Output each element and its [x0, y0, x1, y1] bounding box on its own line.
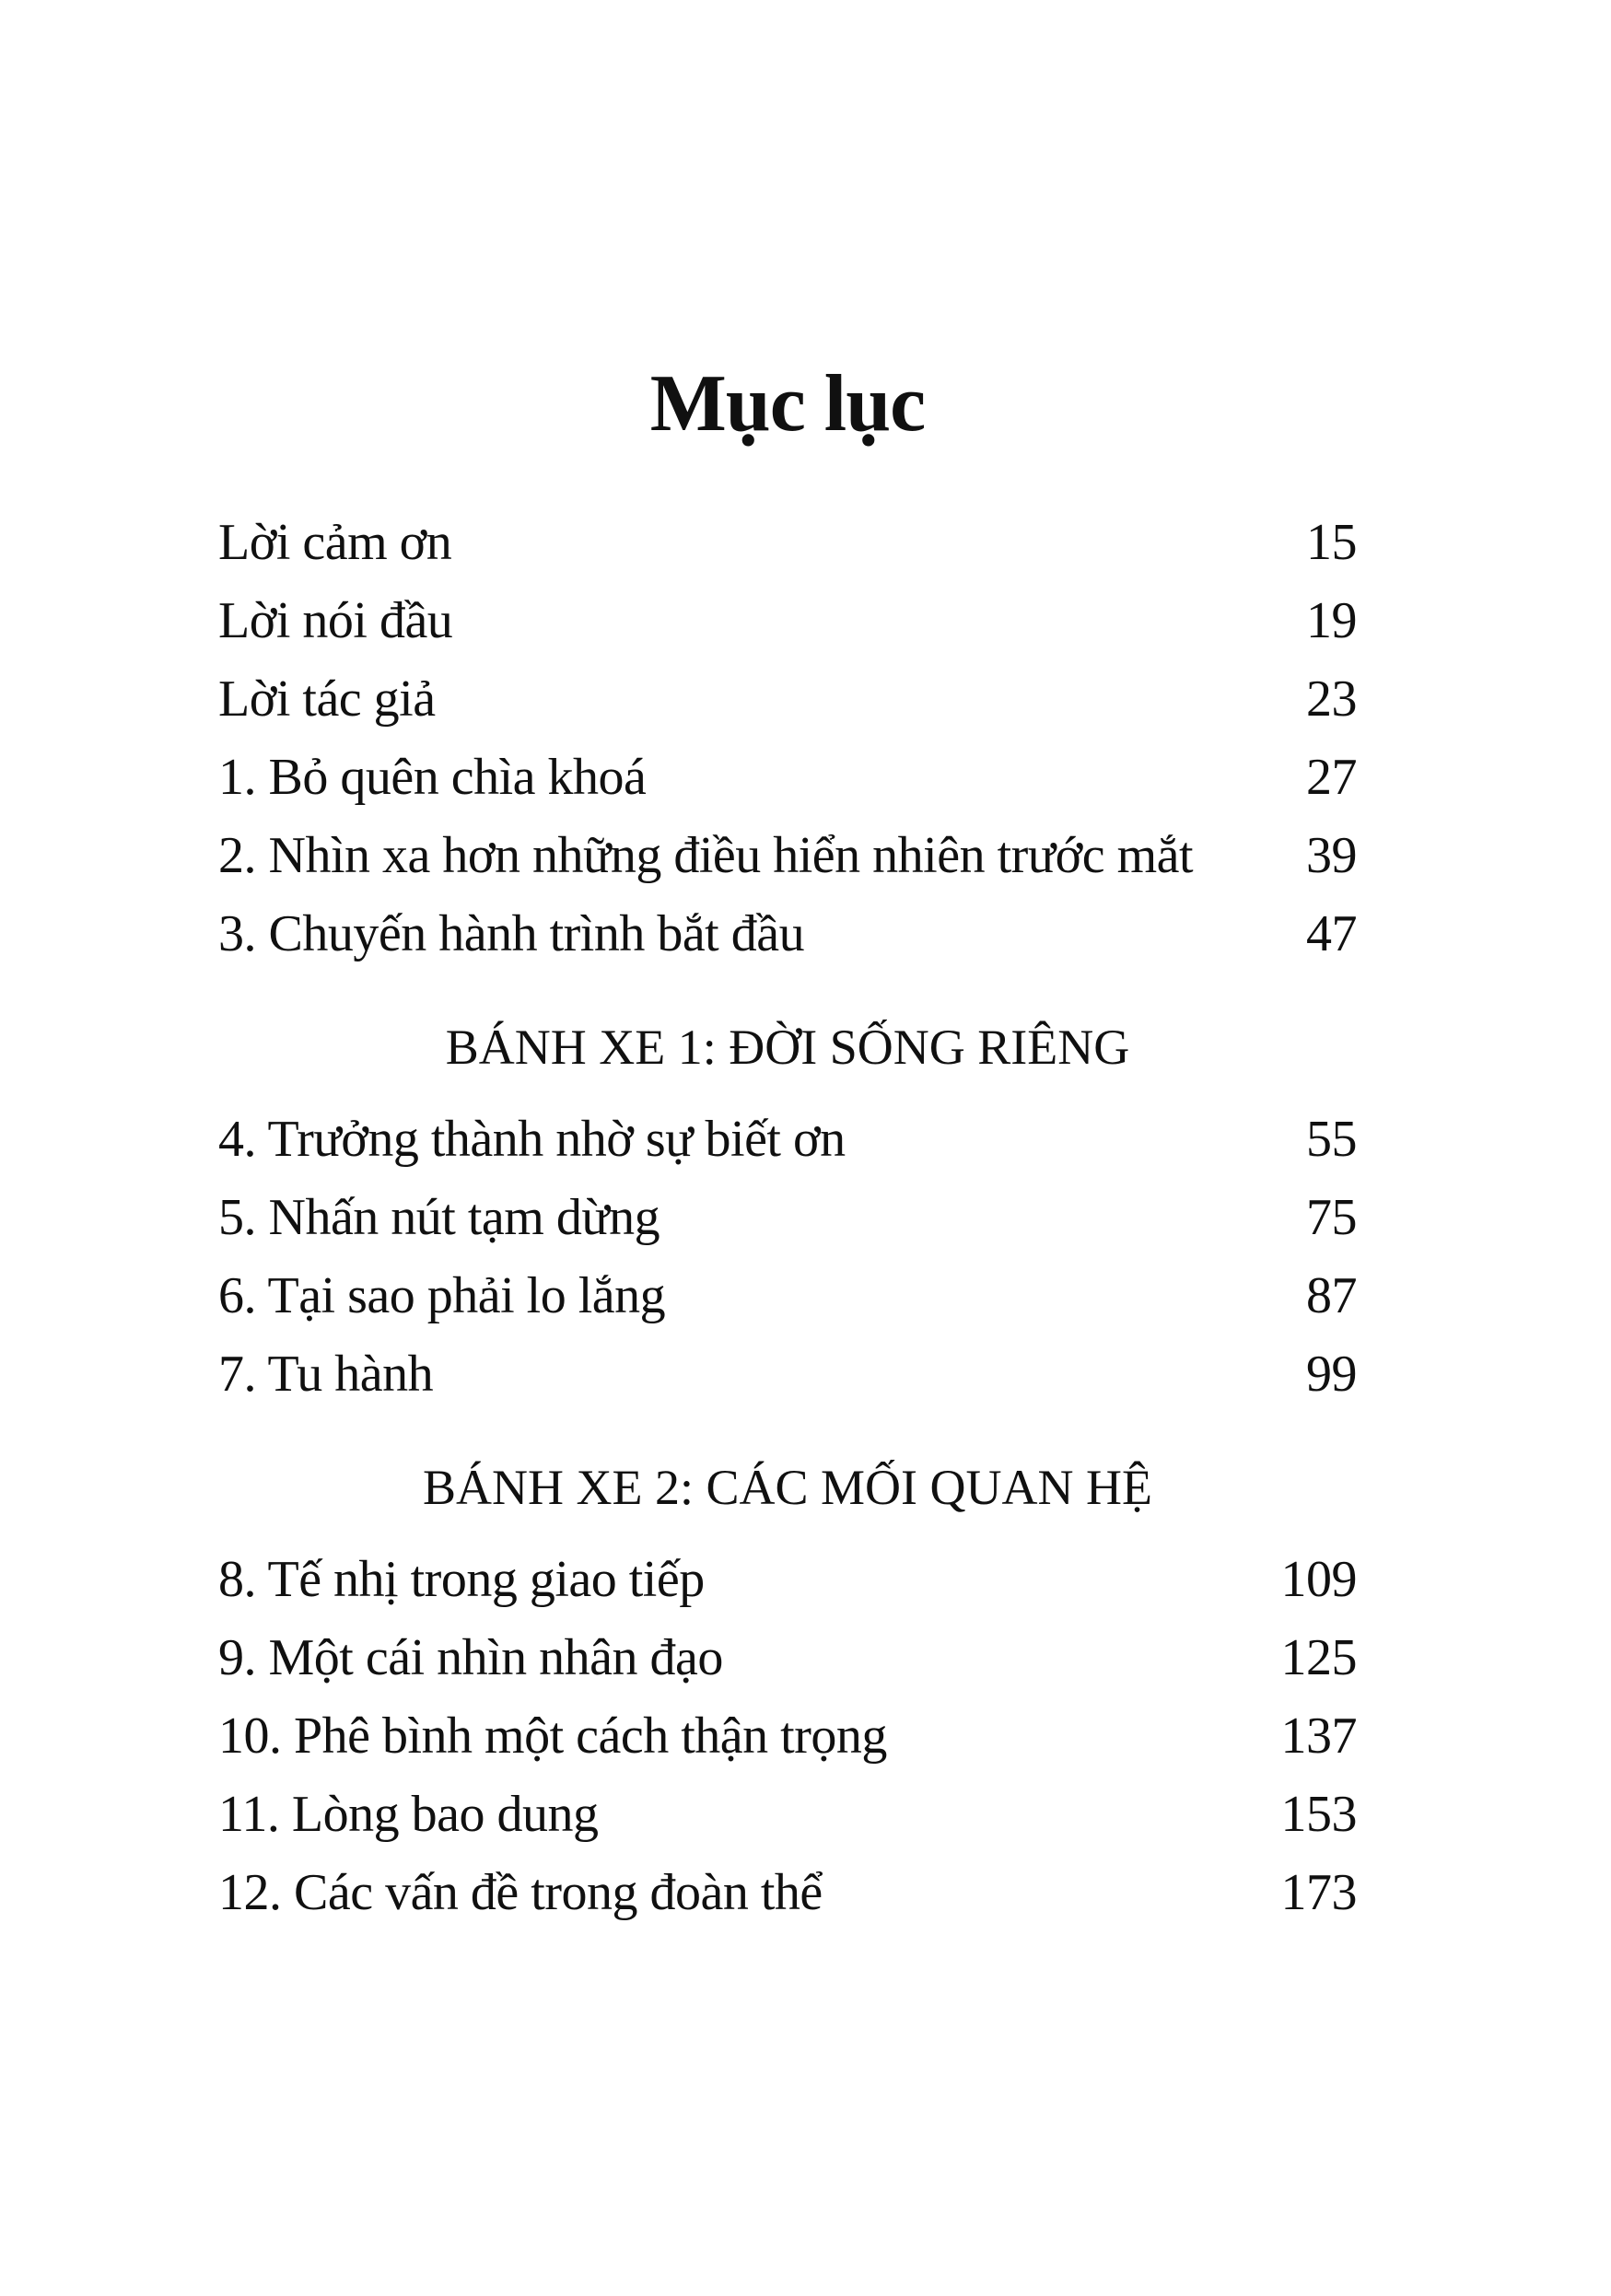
toc-entry-page-number: 55: [1306, 1111, 1357, 1168]
toc-entry-row: [218, 817, 1357, 895]
toc-entry-row: [218, 739, 1357, 817]
toc-entry-page-number: 39: [1306, 827, 1357, 884]
toc-section-header: BÁNH XE 2: CÁC MỐI QUAN HỆ: [423, 1460, 1152, 1515]
toc-entry-label: 3. Chuyến hành trình bắt đầu: [218, 905, 805, 962]
toc-entry-page-number: 47: [1306, 905, 1357, 962]
toc-entry-label: 7. Tu hành: [218, 1346, 434, 1403]
toc-entry-page-number: 173: [1280, 1864, 1357, 1921]
toc-entry-row: [218, 895, 1357, 973]
toc-entry-row: [218, 1179, 1357, 1257]
toc-entry-row: [218, 1335, 1357, 1414]
toc-entry-page-number: 125: [1280, 1629, 1357, 1686]
toc-entry-page-number: 109: [1280, 1551, 1357, 1608]
toc-entry-row: [218, 1854, 1357, 1932]
toc-entry-page-number: 87: [1306, 1267, 1357, 1324]
toc-entry-label: Lời nói đầu: [218, 592, 453, 649]
toc-entry-label: 4. Trưởng thành nhờ sự biết ơn: [218, 1111, 846, 1168]
toc-entry-page-number: 99: [1306, 1346, 1357, 1403]
toc-entry-row: [218, 1619, 1357, 1697]
toc-entry-label: 12. Các vấn đề trong đoàn thể: [218, 1864, 823, 1921]
toc-entry-page-number: 23: [1306, 670, 1357, 728]
toc-entry-label: 8. Tế nhị trong giao tiếp: [218, 1551, 705, 1608]
toc-entry-row: [218, 504, 1357, 582]
toc-entry-page-number: 15: [1306, 514, 1357, 571]
toc-list: [218, 504, 1357, 1932]
toc-entry-label: 2. Nhìn xa hơn những điều hiển nhiên trước mắt: [218, 827, 1194, 884]
toc-section-header: BÁNH XE 1: ĐỜI SỐNG RIÊNG: [445, 1020, 1130, 1075]
toc-entry-label: 6. Tại sao phải lo lắng: [218, 1267, 666, 1324]
toc-entry-row: [218, 1541, 1357, 1619]
toc-entry-row: [218, 1257, 1357, 1335]
toc-entry-page-number: 153: [1280, 1786, 1357, 1843]
toc-entry-row: [218, 660, 1357, 739]
page-title: Mục lục: [649, 358, 926, 449]
toc-entry-page-number: 137: [1280, 1707, 1357, 1765]
toc-entry-row: [218, 1101, 1357, 1179]
toc-entry-label: 1. Bỏ quên chìa khoá: [218, 749, 647, 806]
toc-entry-row: [218, 1776, 1357, 1854]
toc-entry-page-number: 19: [1306, 592, 1357, 649]
toc-entry-page-number: 27: [1306, 749, 1357, 806]
toc-entry-row: [218, 1697, 1357, 1776]
toc-entry-label: 9. Một cái nhìn nhân đạo: [218, 1629, 723, 1686]
toc-entry-label: 11. Lòng bao dung: [218, 1786, 599, 1843]
toc-entry-label: 10. Phê bình một cách thận trọng: [218, 1707, 887, 1765]
toc-entry-page-number: 75: [1306, 1189, 1357, 1246]
toc-entry-row: [218, 582, 1357, 660]
toc-entry-label: 5. Nhấn nút tạm dừng: [218, 1189, 660, 1246]
toc-entry-label: Lời cảm ơn: [218, 514, 452, 571]
toc-entry-label: Lời tác giả: [218, 670, 436, 728]
